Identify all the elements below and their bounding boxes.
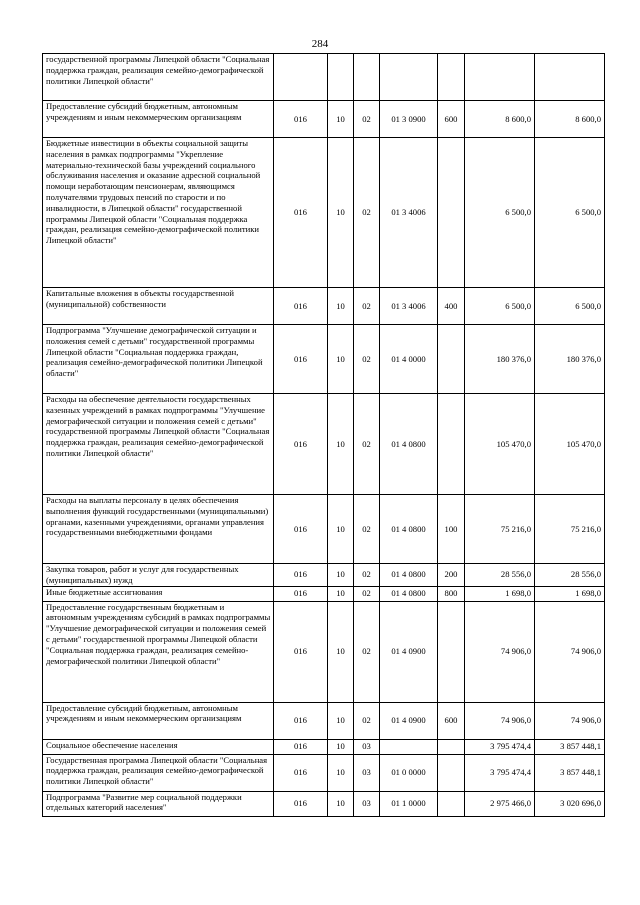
subsection-code-cell: 02 (354, 394, 380, 495)
subsection-code-cell: 02 (354, 702, 380, 739)
amount-year2-cell: 6 500,0 (535, 288, 605, 325)
subsection-code-cell (354, 54, 380, 101)
row-name-cell: Предоставление государственным бюджетным и автономным учреждениям субсидий в рамках подпрограммы "Улучшение демографической ситуации и положения семей с детьми" государственной программы Липецкой области "Социальная поддержка граждан, реализация семейно-демографической политики Липецкой области" (43, 601, 274, 702)
table-row (43, 586, 605, 601)
ved-code-cell: 016 (274, 564, 328, 587)
row-name-cell: Бюджетные инвестиции в объекты социальной защиты населения в рамках подпрограммы "Укрепление материально-технической базы учреждений социального обслуживания населения и оказание адресной социальной помощи неработающим пенсионерам, являющимся получателями трудовых пенсий по старости и по инвалидности, в Липецкой области" государственной программы Липецкой области "Социальная поддержка граждан, реализация семейно-демографической политики Липецкой области" (43, 138, 274, 288)
target-article-cell (380, 54, 438, 101)
subsection-code-cell: 03 (354, 754, 380, 791)
subsection-code-cell: 02 (354, 101, 380, 138)
amount-year1-cell: 6 500,0 (465, 138, 535, 288)
target-article-cell: 01 0 0000 (380, 754, 438, 791)
table-row (43, 101, 605, 138)
ved-code-cell: 016 (274, 586, 328, 601)
expense-type-cell (438, 54, 465, 101)
target-article-cell: 01 3 4006 (380, 138, 438, 288)
table-row (43, 54, 605, 101)
target-article-cell: 01 4 0000 (380, 325, 438, 394)
expense-type-cell: 600 (438, 101, 465, 138)
section-code-cell: 10 (328, 288, 354, 325)
target-article-cell (380, 739, 438, 754)
amount-year1-cell (465, 54, 535, 101)
amount-year1-cell: 2 975 466,0 (465, 791, 535, 816)
amount-year2-cell: 1 698,0 (535, 586, 605, 601)
table-row (43, 702, 605, 739)
amount-year1-cell: 75 216,0 (465, 495, 535, 564)
ved-code-cell: 016 (274, 101, 328, 138)
row-name-cell: Подпрограмма "Развитие мер социальной поддержки отдельных категорий населения" (43, 791, 274, 816)
expense-type-cell (438, 754, 465, 791)
amount-year2-cell: 74 906,0 (535, 601, 605, 702)
amount-year2-cell: 75 216,0 (535, 495, 605, 564)
target-article-cell: 01 4 0900 (380, 601, 438, 702)
subsection-code-cell: 03 (354, 791, 380, 816)
section-code-cell: 10 (328, 138, 354, 288)
ved-code-cell (274, 54, 328, 101)
target-article-cell: 01 4 0800 (380, 394, 438, 495)
amount-year2-cell (535, 54, 605, 101)
amount-year2-cell: 3 857 448,1 (535, 754, 605, 791)
table-row (43, 288, 605, 325)
expense-type-cell: 400 (438, 288, 465, 325)
row-name-cell: Иные бюджетные ассигнования (43, 586, 274, 601)
expense-type-cell (438, 791, 465, 816)
section-code-cell: 10 (328, 754, 354, 791)
amount-year1-cell: 28 556,0 (465, 564, 535, 587)
amount-year1-cell: 3 795 474,4 (465, 754, 535, 791)
expense-type-cell (438, 601, 465, 702)
row-name-cell: Предоставление субсидий бюджетным, автономным учреждениям и иным некоммерческим организациям (43, 702, 274, 739)
amount-year2-cell: 180 376,0 (535, 325, 605, 394)
ved-code-cell: 016 (274, 288, 328, 325)
amount-year1-cell: 8 600,0 (465, 101, 535, 138)
row-name-cell: государственной программы Липецкой области "Социальная поддержка граждан, реализация семейно-демографической политики Липецкой области" (43, 54, 274, 101)
table-row (43, 601, 605, 702)
table-row (43, 495, 605, 564)
ved-code-cell: 016 (274, 739, 328, 754)
amount-year2-cell: 6 500,0 (535, 138, 605, 288)
target-article-cell: 01 4 0900 (380, 702, 438, 739)
ved-code-cell: 016 (274, 495, 328, 564)
row-name-cell: Предоставление субсидий бюджетным, автономным учреждениям и иным некоммерческим организациям (43, 101, 274, 138)
section-code-cell: 10 (328, 702, 354, 739)
ved-code-cell: 016 (274, 601, 328, 702)
expense-type-cell (438, 325, 465, 394)
section-code-cell (328, 54, 354, 101)
expense-type-cell (438, 138, 465, 288)
expense-type-cell: 100 (438, 495, 465, 564)
amount-year1-cell: 105 470,0 (465, 394, 535, 495)
page-number: 284 (311, 38, 329, 50)
subsection-code-cell: 03 (354, 739, 380, 754)
target-article-cell: 01 4 0800 (380, 586, 438, 601)
table-row (43, 138, 605, 288)
expense-type-cell: 600 (438, 702, 465, 739)
section-code-cell: 10 (328, 586, 354, 601)
table-row (43, 394, 605, 495)
target-article-cell: 01 4 0800 (380, 495, 438, 564)
section-code-cell: 10 (328, 325, 354, 394)
section-code-cell: 10 (328, 394, 354, 495)
expense-type-cell (438, 739, 465, 754)
amount-year1-cell: 180 376,0 (465, 325, 535, 394)
amount-year2-cell: 28 556,0 (535, 564, 605, 587)
section-code-cell: 10 (328, 601, 354, 702)
section-code-cell: 10 (328, 495, 354, 564)
target-article-cell: 01 3 0900 (380, 101, 438, 138)
section-code-cell: 10 (328, 101, 354, 138)
amount-year1-cell: 74 906,0 (465, 702, 535, 739)
amount-year1-cell: 3 795 474,4 (465, 739, 535, 754)
subsection-code-cell: 02 (354, 601, 380, 702)
amount-year1-cell: 1 698,0 (465, 586, 535, 601)
row-name-cell: Закупка товаров, работ и услуг для государственных (муниципальных) нужд (43, 564, 274, 587)
amount-year2-cell: 74 906,0 (535, 702, 605, 739)
ved-code-cell: 016 (274, 791, 328, 816)
table-row (43, 791, 605, 816)
target-article-cell: 01 1 0000 (380, 791, 438, 816)
subsection-code-cell: 02 (354, 325, 380, 394)
table-row (43, 739, 605, 754)
row-name-cell: Капитальные вложения в объекты государственной (муниципальной) собственности (43, 288, 274, 325)
expense-type-cell (438, 394, 465, 495)
table-row (43, 564, 605, 587)
subsection-code-cell: 02 (354, 564, 380, 587)
target-article-cell: 01 4 0800 (380, 564, 438, 587)
section-code-cell: 10 (328, 739, 354, 754)
row-name-cell: Расходы на обеспечение деятельности государственных казенных учреждений в рамках подпрограммы "Улучшение демографической ситуации и положения семей с детьми" государственной программы Липецкой области "Социальная поддержка граждан, реализация семейно-демографической политики Липецкой области" (43, 394, 274, 495)
section-code-cell: 10 (328, 564, 354, 587)
row-name-cell: Подпрограмма "Улучшение демографической ситуации и положения семей с детьми" государственной программы Липецкой области "Социальная поддержка граждан, реализация семейно-демографической политики Липецкой области" (43, 325, 274, 394)
row-name-cell: Государственная программа Липецкой области "Социальная поддержка граждан, реализация семейно-демографической политики Липецкой области" (43, 754, 274, 791)
amount-year2-cell: 8 600,0 (535, 101, 605, 138)
budget-table (42, 53, 605, 817)
ved-code-cell: 016 (274, 138, 328, 288)
expense-type-cell: 800 (438, 586, 465, 601)
amount-year1-cell: 6 500,0 (465, 288, 535, 325)
table-row (43, 325, 605, 394)
ved-code-cell: 016 (274, 702, 328, 739)
ved-code-cell: 016 (274, 394, 328, 495)
subsection-code-cell: 02 (354, 495, 380, 564)
ved-code-cell: 016 (274, 754, 328, 791)
amount-year2-cell: 105 470,0 (535, 394, 605, 495)
subsection-code-cell: 02 (354, 586, 380, 601)
expense-type-cell: 200 (438, 564, 465, 587)
amount-year1-cell: 74 906,0 (465, 601, 535, 702)
target-article-cell: 01 3 4006 (380, 288, 438, 325)
section-code-cell: 10 (328, 791, 354, 816)
row-name-cell: Социальное обеспечение населения (43, 739, 274, 754)
amount-year2-cell: 3 020 696,0 (535, 791, 605, 816)
subsection-code-cell: 02 (354, 288, 380, 325)
row-name-cell: Расходы на выплаты персоналу в целях обеспечения выполнения функций государственными (муниципальными) органами, казенными учреждениями, органами управления государственными внебюджетными фондами (43, 495, 274, 564)
table-row (43, 754, 605, 791)
subsection-code-cell: 02 (354, 138, 380, 288)
amount-year2-cell: 3 857 448,1 (535, 739, 605, 754)
ved-code-cell: 016 (274, 325, 328, 394)
